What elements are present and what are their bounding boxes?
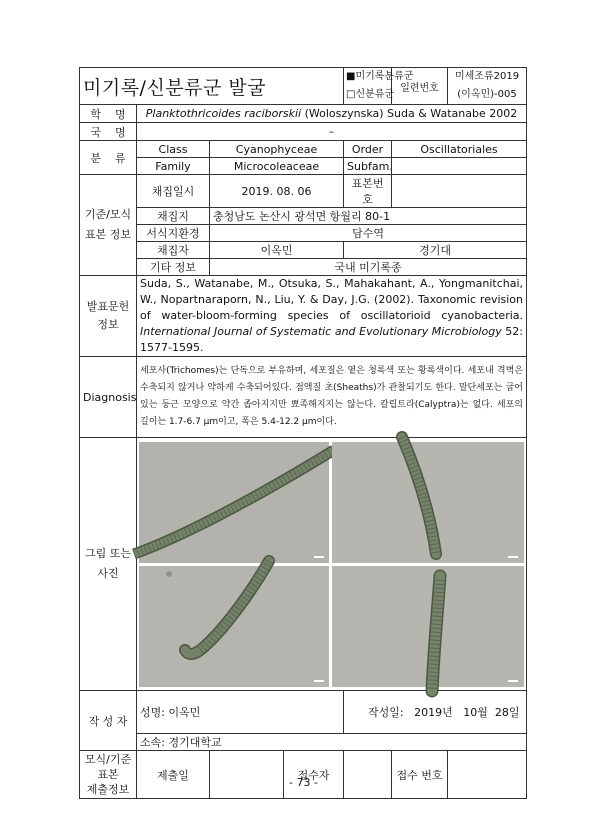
class-value: Cyanophyceae [210,141,344,158]
receipt-number-label: 접수 번호 [392,751,448,799]
collector-label: 채집자 [137,242,210,259]
photo-label [80,438,137,691]
reference-label-line-1: 발표문헌 [86,300,130,313]
etc-info-value: 국내 미기록종 [210,259,527,276]
collection-date-label: 채집일시 [137,175,210,208]
species-name-italic: Planktothricoides raciborskii [145,107,302,120]
reference-label [80,276,137,357]
reference-label-line-2: 정보 [97,318,119,331]
option-unrecorded: ■미기록분류군 [346,71,414,82]
order-label: Order [344,141,392,158]
collection-site-label: 채집지 [137,208,210,225]
reference-volume: 52: 1577-1595. [140,325,524,354]
micrograph-2 [332,442,524,563]
etc-info-label: 기타 정보 [137,259,210,276]
category-options [344,68,414,105]
korean-name-value: – [137,123,527,141]
submission-label-line-2: 표본 [97,768,119,781]
serial-number [448,68,527,105]
submission-label-line-3: 제출정보 [86,783,130,796]
receipt-number-value [448,751,527,799]
family-value: Microcoleaceae [210,158,344,175]
collector-name: 이옥민 [210,242,344,259]
species-authority: (Woloszynska) Suda & Watanabe 2002 [301,107,518,120]
habitat-value: 담수역 [210,225,527,242]
collector-organization: 경기대 [344,242,527,259]
micrograph-1 [139,442,329,563]
submission-label-line-1: 모식/기준 [84,753,132,766]
habitat-label: 서식지환경 [137,225,210,242]
author-date-value: 2019년 10월 28일 [414,706,520,719]
micrograph-3 [139,566,329,687]
author-label: 작 성 자 [80,691,137,751]
record-table [79,67,527,799]
photo-label-line-1: 그림 또는 [84,547,131,560]
author-affiliation: 소속: 경기대학교 [137,734,527,751]
subfam-value [392,158,527,175]
option-new-taxon: □신분류군 [346,89,395,100]
reference-journal: International Journal of Systematic and Evolutionary Microbiology [140,325,502,338]
reference-citation: Suda, S., Watanabe, M., Otsuka, S., Mahakahant, A., Yongmanitchai, W., Nopartnaraporn, N., Liu, Y. & Day, J.G. (2002). Taxonomic revision of water-bloom-forming species of oscillatorioid cyanobacteria. [140,277,524,322]
diagnosis-label: Diagnosis [80,357,137,438]
species-label: 학 명 [80,105,137,123]
author-date [344,691,527,734]
receiver-label: 접수자 [284,751,344,799]
specimen-label [80,175,137,276]
reference-text [137,276,527,357]
korean-name-label: 국 명 [80,123,137,141]
serial-line-1: 미세조류2019 [454,71,520,82]
form-title: 미기록/신분류군 발굴 [80,68,344,105]
serial-line-2: (이옥민)-005 [457,89,517,100]
diagnosis-text: 세포사(Trichomes)는 단독으로 부유하며, 세포질은 옅은 청록색 또는 황록색이다. 세포내 격벽은 수축되지 않거나 약하게 수축되어있다. 점액질 초(Sheaths)가 관찰되기도 한다. 말단세포는 굽어있는 둥근 모양으로 약간 좁아지지만 뾰족해지지는 않는다. 칼립트라(Calyptra)는 없다. 세포의 길이는 1.7-6.7 μm이고, 폭은 5.4-12.2 μm이다. [137,357,527,438]
author-date-label: 작성일: [368,706,404,719]
class-label: Class [137,141,210,158]
micrograph-4 [332,566,524,687]
collection-date-value: 2019. 08. 06 [210,175,344,208]
receiver-value [344,751,392,799]
submit-date-label: 제출일 [137,751,210,799]
serial-label: 일련번호 [392,68,448,105]
specimen-label-line-2: 표본 정보 [84,228,131,241]
author-name: 성명: 이옥민 [137,691,344,734]
species-name [137,105,527,123]
taxonomy-label: 분 류 [80,141,137,175]
specimen-label-line-1: 기준/모식 [84,208,132,221]
photo-label-line-2: 사진 [97,567,119,580]
subfam-label: Subfam. [344,158,392,175]
page-number: - 73 - [289,776,318,789]
family-label: Family [137,158,210,175]
specimen-number-label: 표본번호 [344,175,392,208]
submit-date-value [210,751,284,799]
photo-panel [137,438,527,691]
collection-site-value: 충청남도 논산시 광석면 항월리 80-1 [210,208,527,225]
submission-label [80,751,137,799]
specimen-number-value [392,175,527,208]
order-value: Oscillatoriales [392,141,527,158]
